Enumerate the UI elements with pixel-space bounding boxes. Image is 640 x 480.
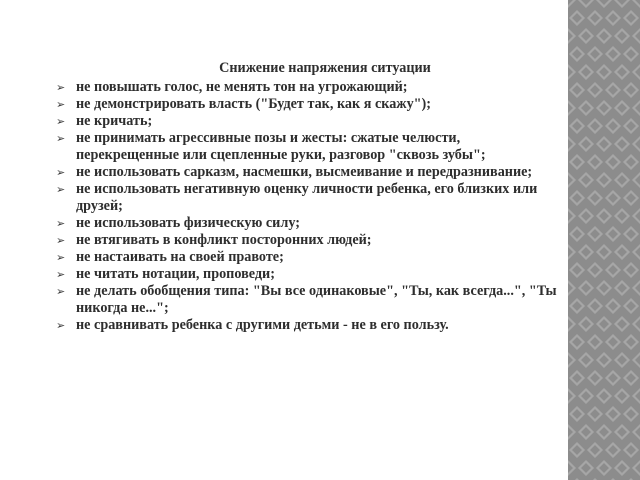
bullet-list — [56, 79, 566, 334]
list-item-text: не втягивать в конфликт посторонних людей; — [76, 232, 372, 248]
list-item-text: не использовать сарказм, насмешки, высмеивание и передразнивание; — [76, 164, 533, 180]
arrow-bullet-icon: ➢ — [56, 285, 66, 298]
arrow-bullet-icon: ➢ — [56, 251, 66, 264]
list-item — [56, 181, 566, 215]
list-item — [56, 232, 566, 249]
arrow-bullet-icon: ➢ — [56, 81, 66, 94]
list-item-text: не делать обобщения типа: "Вы все одинаковые", "Ты, как всегда...", "Ты никогда не..."; — [76, 283, 557, 316]
list-item — [56, 113, 566, 130]
list-item — [56, 249, 566, 266]
list-item — [56, 266, 566, 283]
arrow-bullet-icon: ➢ — [56, 132, 66, 145]
list-item — [56, 130, 566, 164]
arrow-bullet-icon: ➢ — [56, 234, 66, 247]
decorative-side-band — [568, 0, 640, 480]
list-item — [56, 164, 566, 181]
arrow-bullet-icon: ➢ — [56, 166, 66, 179]
arrow-bullet-icon: ➢ — [56, 183, 66, 196]
list-item — [56, 215, 566, 232]
list-item-text: не кричать; — [76, 113, 153, 129]
slide-content — [56, 60, 566, 334]
list-item-text: не настаивать на своей правоте; — [76, 249, 284, 265]
list-item-text: не повышать голос, не менять тон на угрожающий; — [76, 79, 408, 95]
list-item — [56, 96, 566, 113]
list-item — [56, 283, 566, 317]
list-item-text: не принимать агрессивные позы и жесты: сжатые челюсти, перекрещенные или сцепленные руки, разговор "сквозь зубы"; — [76, 130, 486, 163]
list-item-text: не читать нотации, проповеди; — [76, 266, 275, 282]
list-item-text: не использовать негативную оценку личности ребенка, его близких или друзей; — [76, 181, 538, 214]
arrow-bullet-icon: ➢ — [56, 115, 66, 128]
list-item-text: не использовать физическую силу; — [76, 215, 300, 231]
list-item-text: не сравнивать ребенка с другими детьми - не в его пользу. — [76, 317, 449, 333]
slide-title: Снижение напряжения ситуации — [219, 60, 431, 76]
arrow-bullet-icon: ➢ — [56, 319, 66, 332]
list-item — [56, 79, 566, 96]
list-item-text: не демонстрировать власть ("Будет так, как я скажу"); — [76, 96, 431, 112]
list-item — [56, 317, 566, 334]
arrow-bullet-icon: ➢ — [56, 98, 66, 111]
arrow-bullet-icon: ➢ — [56, 268, 66, 281]
diamond-pattern — [568, 0, 640, 480]
arrow-bullet-icon: ➢ — [56, 217, 66, 230]
